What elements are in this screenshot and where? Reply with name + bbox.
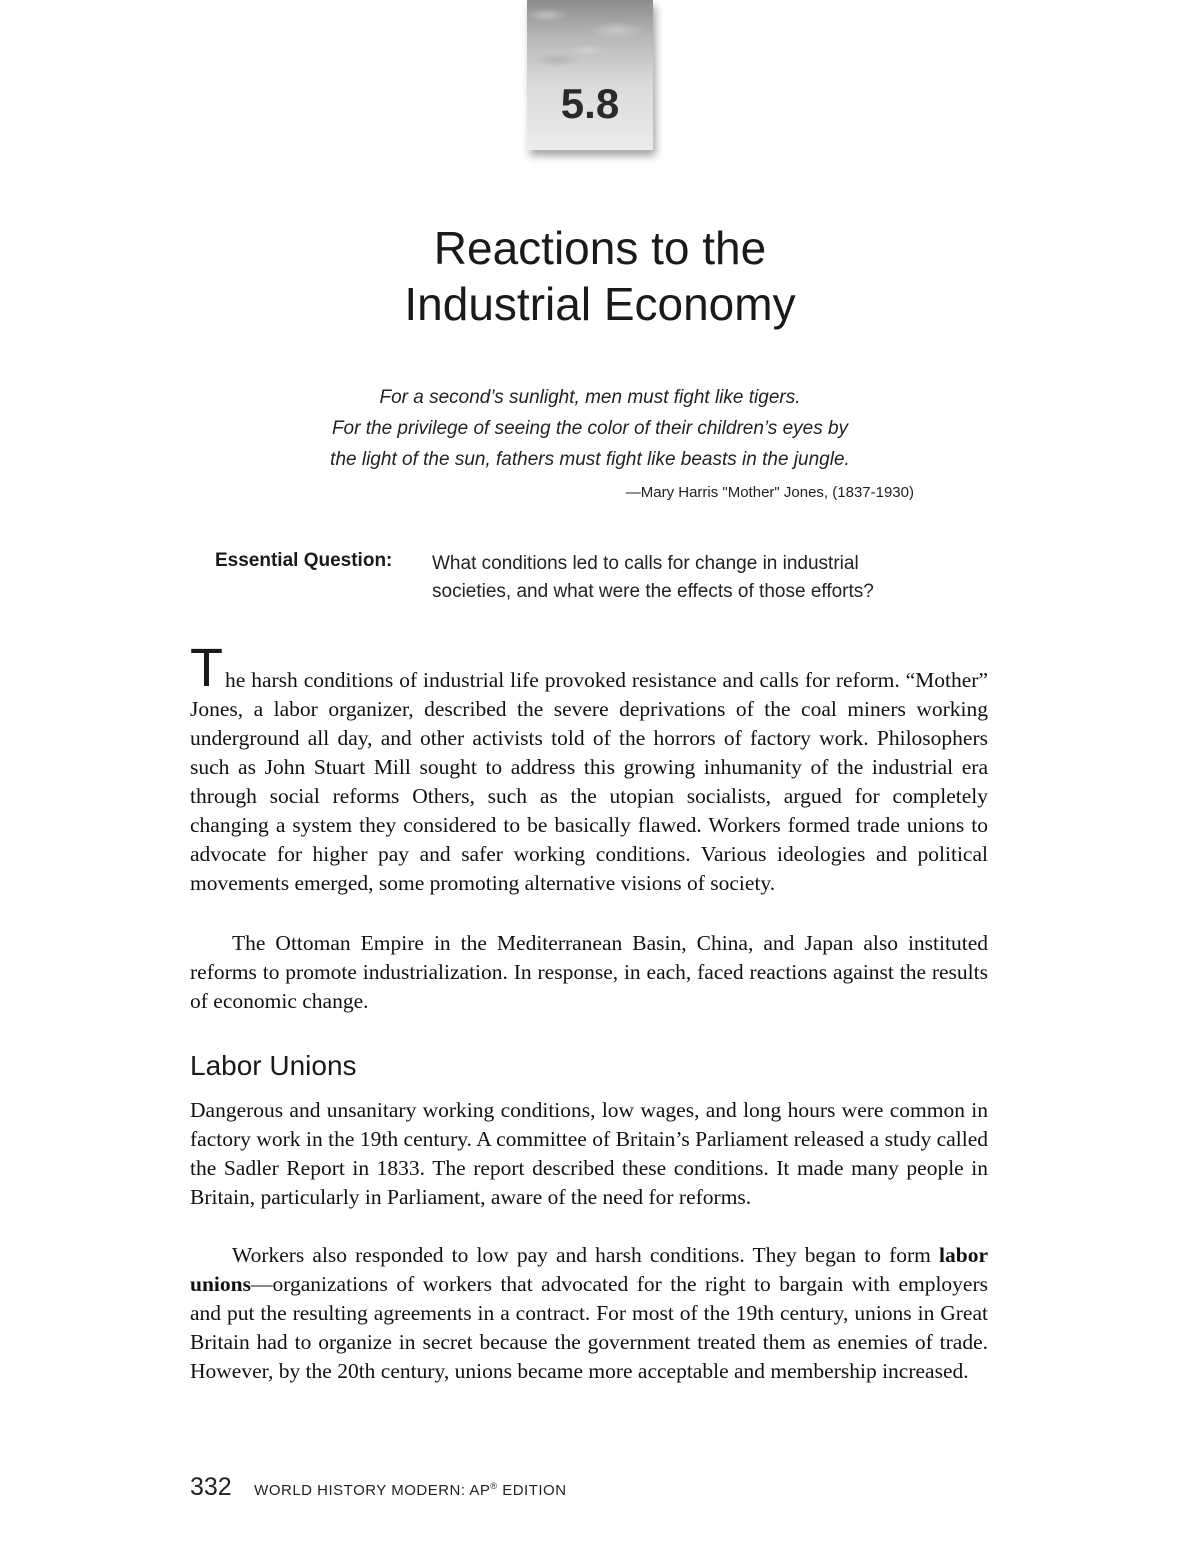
essential-question-line-1: What conditions led to calls for change in industrial — [432, 553, 859, 574]
drop-cap: T — [190, 638, 223, 698]
section-tab — [527, 0, 653, 150]
book-title-main: WORLD HISTORY MODERN: AP — [254, 1482, 491, 1499]
book-title-edition: EDITION — [497, 1482, 567, 1499]
essential-question-text — [432, 550, 874, 606]
water-texture — [527, 0, 653, 70]
labor-unions-paragraph-2 — [190, 1241, 988, 1386]
epigraph-attribution: —Mary Harris "Mother" Jones, (1837-1930) — [625, 484, 914, 501]
labor-unions-paragraph-2-rest: —organizations of workers that advocated for the right to bargain with employers and put the resulting agreements in a contract. For most of the 19th century, unions in Great Britain had to organize in secret because the government treated them as enemies of trade. However, by the 20th century, unions became more acceptable and membership increased. — [190, 1272, 988, 1383]
registered-mark: ® — [490, 1481, 498, 1491]
labor-unions-paragraph-1: Dangerous and unsanitary working conditions, low wages, and long hours were common in factory work in the 19th century. A committee of Britain’s Parliament released a study called the Sadler Report in 1833. The report described these conditions. It made many people in Britain, particularly in Parliament, aware of the need for reforms. — [190, 1098, 988, 1209]
section-number: 5.8 — [560, 80, 620, 127]
epigraph-line-3: the light of the sun, fathers must fight like beasts in the jungle. — [330, 449, 850, 470]
labor-unions-paragraph-2-start: Workers also responded to low pay and harsh conditions. They began to form — [232, 1243, 940, 1267]
intro-paragraph-1-text: he harsh conditions of industrial life provoked resistance and calls for reform. “Mother” Jones, a labor organizer, described the severe deprivations of the coal miners working underground all day, and other activists told of the horrors of factory work. Philosophers such as John Stuart Mill sought to address this growing inhumanity of the industrial era through social reforms Others, such as the utopian socialists, argued for completely changing a system they considered to be basically flawed. Workers formed trade unions to advocate for higher pay and safer working conditions. Various ideologies and political movements emerged, some promoting alternative visions of society. — [190, 668, 988, 895]
intro-paragraph-1 — [190, 638, 988, 898]
page-number: 332 — [190, 1473, 232, 1501]
page-title — [200, 220, 1000, 332]
page-footer — [190, 1473, 567, 1502]
section-heading-labor-unions: Labor Unions — [190, 1050, 357, 1081]
epigraph-line-2: For the privilege of seeing the color of their children’s eyes by — [331, 418, 849, 439]
essential-question-label: Essential Question: — [215, 550, 393, 571]
epigraph-line-1: For a second’s sunlight, men must fight like tigers. — [379, 387, 801, 408]
essential-question-line-2: societies, and what were the effects of those efforts? — [432, 581, 874, 602]
epigraph — [240, 382, 940, 475]
title-line-1: Reactions to the — [433, 222, 767, 274]
title-line-2: Industrial Economy — [404, 278, 796, 330]
key-term-labor-unions: labor unions — [190, 1243, 988, 1296]
intro-paragraph-2: The Ottoman Empire in the Mediterranean Basin, China, and Japan also instituted reforms to promote industrialization. In response, in each, faced reactions against the results of economic change. — [190, 931, 988, 1013]
book-title — [254, 1482, 566, 1499]
